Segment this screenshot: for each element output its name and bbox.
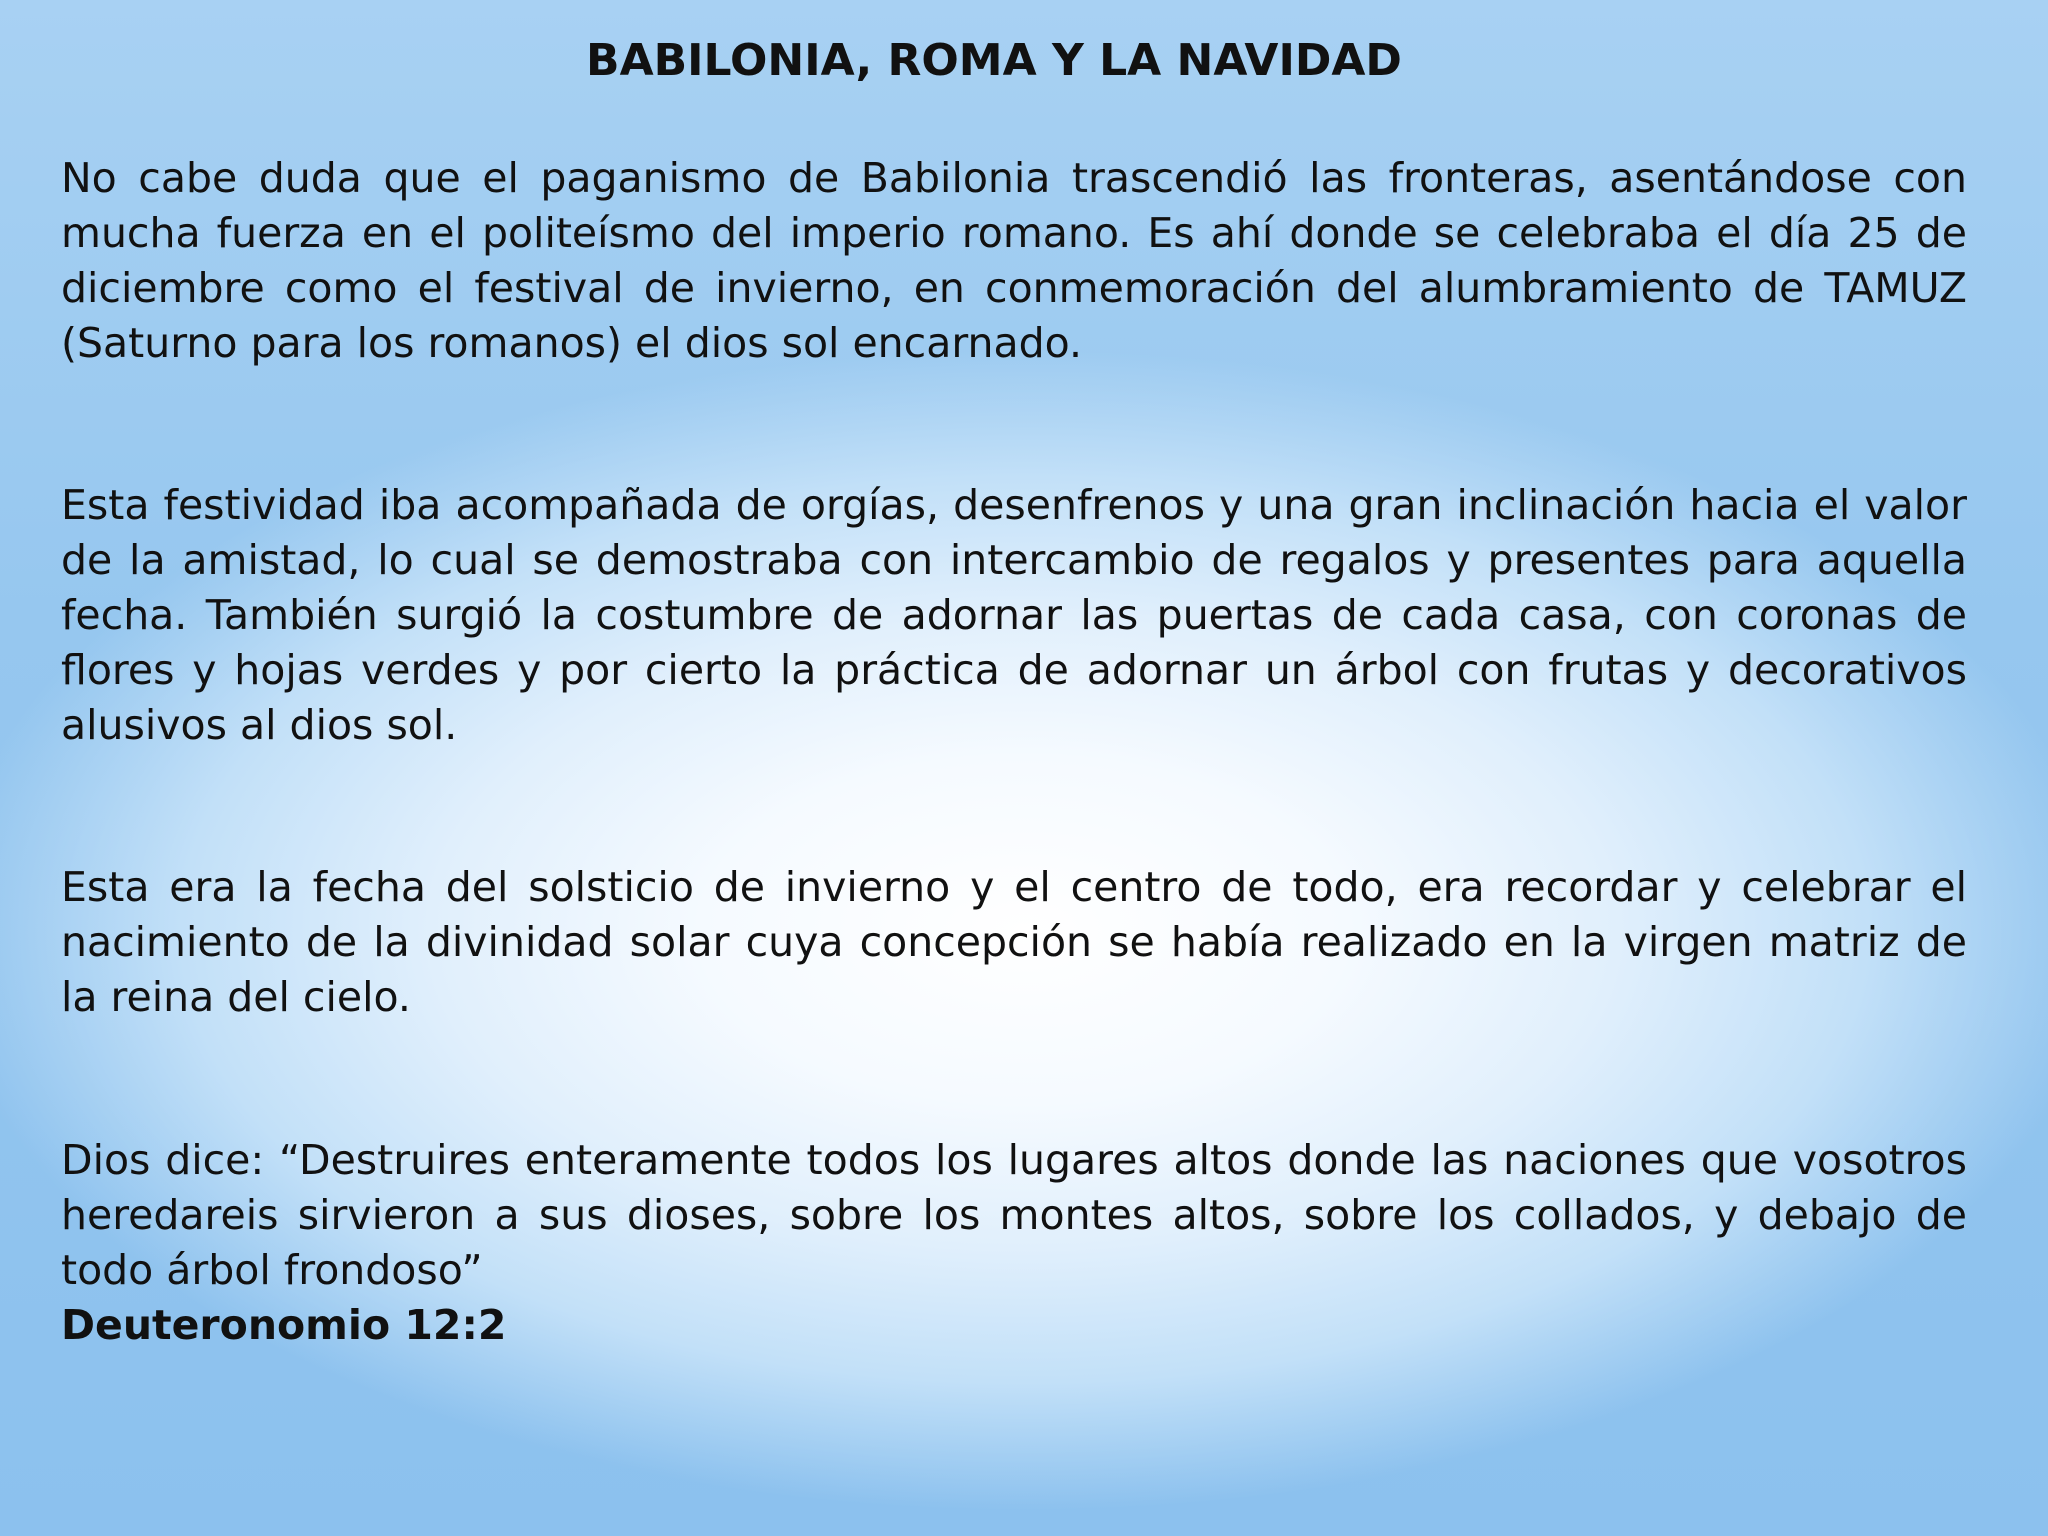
bible-reference: Deuteronomio 12:2 bbox=[61, 1301, 507, 1349]
quote-block bbox=[61, 1133, 1967, 1353]
paragraph-festividad: Esta festividad iba acompañada de orgías, desenfrenos y una gran inclinación hacia el valor de la amistad, lo cual se demostraba con intercambio de regalos y presentes para aquella fecha. También surgió la costumbre de adornar las puertas de cada casa, con coronas de flores y hojas verdes y por cierto la práctica de adornar un árbol con frutas y decorativos alusivos al dios sol. bbox=[61, 481, 1967, 749]
bible-quote: Dios dice: “Destruires enteramente todos los lugares altos donde las naciones que vosotros heredareis sirvieron a sus dioses, sobre los montes altos, sobre los collados, y debajo de todo árbol frondoso” bbox=[61, 1136, 1967, 1294]
paragraph-solsticio: Esta era la fecha del solsticio de invierno y el centro de todo, era recordar y celebrar el nacimiento de la divinidad solar cuya concepción se había realizado en la virgen matriz de la reina del cielo. bbox=[61, 863, 1967, 1021]
paragraph-paganismo: No cabe duda que el paganismo de Babilonia trascendió las fronteras, asentándose con mucha fuerza en el politeísmo del imperio romano. Es ahí donde se celebraba el día 25 de diciembre como el festival de invierno, en conmemoración del alumbramiento de TAMUZ (Saturno para los romanos) el dios sol encarnado. bbox=[61, 154, 1967, 367]
slide-title: BABILONIA, ROMA Y LA NAVIDAD bbox=[586, 35, 1402, 86]
